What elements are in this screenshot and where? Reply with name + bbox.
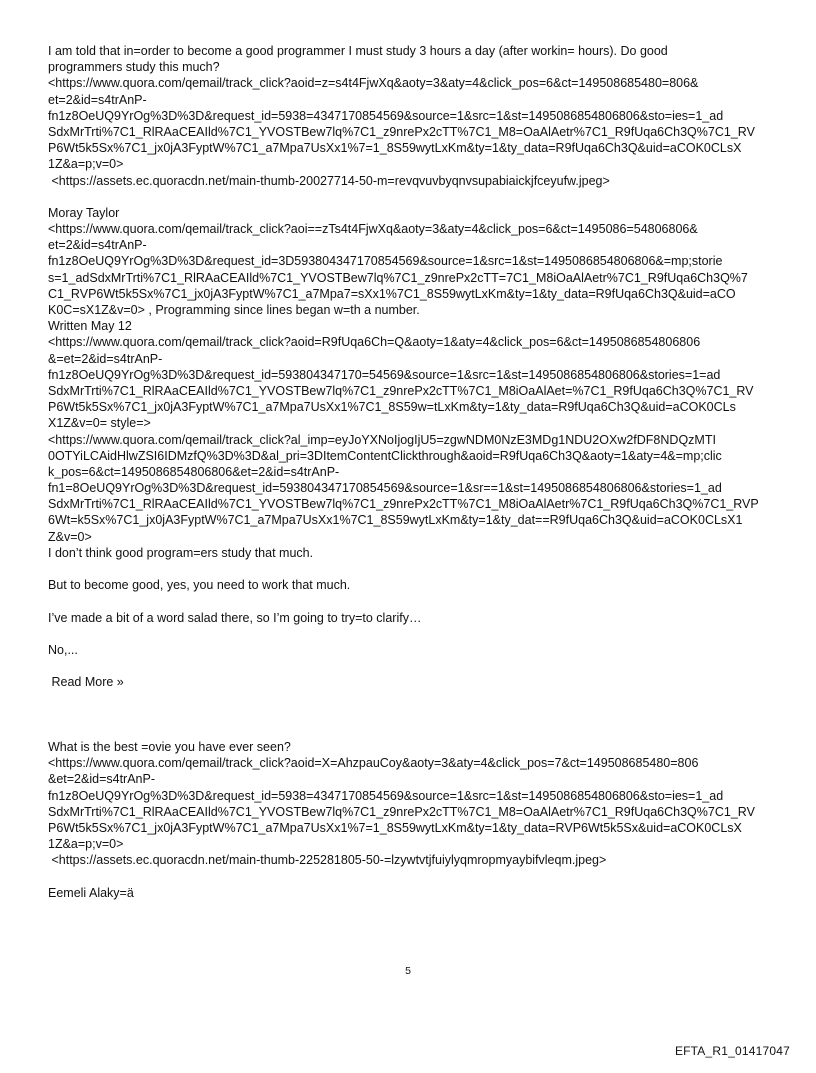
author-name: Eemeli Alaky=ä	[48, 885, 134, 900]
spacer	[48, 593, 778, 609]
tracking-link: P6Wt5k5Sx%7C1_jx0jA3FyptW%7C1_a7Mpa7UsXx1%7=1_8S59wytLxKm&ty=1&ty_data=RVP6Wt5k5Sx&uid=aCOK0CLsX	[48, 821, 742, 835]
answer-text: No,...	[48, 642, 78, 657]
tracking-link: k_pos=6&ct=1495086854806806&et=2&id=s4trAnP-	[48, 464, 340, 479]
tracking-link: s=1_adSdxMrTrti%7C1_RlRAaCEAIld%7C1_YVOSTBew7lq%7C1_z9nrePx2cTT=7C1_M8iOaAlAetr%7C1_R9fUqa6Ch3Q%7	[48, 270, 748, 285]
tracking-link: 0OTYiLCAidHlwZSI6IDMzfQ%3D%3D&al_pri=3DItemContentClickthrough&aoid=R9fUqa6Ch3Q&aoty=1&aty=4&=mp;clic	[48, 448, 722, 463]
tracking-link: SdxMrTrti%7C1_RlRAaCEAIld%7C1_YVOSTBew7lq%7C1_z9nrePx2cTT%7C1_M8=OaAlAetr%7C1_R9fUqa6Ch3Q%7C1_RV	[48, 804, 755, 819]
spacer	[48, 189, 778, 205]
tracking-link: <https://www.quora.com/qemail/track_click?aoid=R9fUqa6Ch=Q&aoty=1&aty=4&click_pos=6&ct=1495086854806806	[48, 335, 701, 350]
tracking-link: <https://www.quora.com/qemail/track_click?aoi==zTs4t4FjwXq&aoty=3&aty=4&click_pos=6&ct=1495086=54806806&	[48, 222, 698, 237]
question-block-2	[48, 739, 778, 869]
tracking-link: SdxMrTrti%7C1_RlRAaCEAIld%7C1_YVOSTBew7lq%7C1_z9nrePx2cTT%7C1_M8=OaAlAetr%7C1_R9fUqa6Ch3Q%7C1_RV	[48, 124, 755, 139]
question-text: programmers study this much?	[48, 60, 220, 75]
tracking-link: 6Wt=k5Sx%7C1_jx0jA3FyptW%7C1_a7Mpa7UsXx1%7C1_8S59wytLxKm&ty=1&ty_dat==R9fUqa6Ch3Q&uid=aCOK0CLsX1	[48, 513, 743, 528]
tracking-link: P6Wt5k5Sx%7C1_jx0jA3FyptW%7C1_a7Mpa7UsXx1%7C1_8S59w=tLxKm&ty=1&ty_data=R9fUqa6Ch3Q&uid=aCOK0CLs	[48, 400, 736, 415]
tracking-link: fn1z8OeUQ9YrOg%3D%3D&request_id=3D593804347170854569&source=1&src=1&st=1495086854806806&=mp;storie	[48, 254, 723, 269]
tracking-link: &et=2&id=s4trAnP-	[48, 772, 156, 787]
question-text: I am told that in=order to become a good programmer I must study 3 hours a day (after workin= hours). Do good	[48, 44, 668, 58]
read-more-link[interactable]: Read More »	[48, 675, 124, 690]
spacer	[48, 561, 778, 577]
document-id: EFTA_R1_01417047	[674, 1044, 790, 1058]
author-name: Moray Taylor	[48, 205, 120, 220]
tracking-link: 1Z&a=p;v=0>	[48, 837, 124, 852]
answer-block	[48, 205, 778, 561]
question-text: What is the best =ovie you have ever seen?	[48, 740, 291, 755]
tracking-link: 1Z&a=p;v=0>	[48, 157, 124, 172]
tracking-link: fn1z8OeUQ9YrOg%3D%3D&request_id=5938=4347170854569&source=1&src=1&st=1495086854806806&sto=ies=1_ad	[48, 108, 724, 123]
tracking-link: <https://www.quora.com/qemail/track_click?aoid=z=s4t4FjwXq&aoty=3&aty=4&click_pos=6&ct=149508685480=806&	[48, 76, 699, 91]
spacer	[48, 723, 778, 739]
answer-text: I don’t think good program=ers study that much.	[48, 545, 314, 560]
tracking-link: fn1=8OeUQ9YrOg%3D%3D&request_id=593804347170854569&source=1&sr==1&st=1495086854806806&stories=1_ad	[48, 481, 722, 496]
tracking-link: Z&v=0>	[48, 529, 92, 544]
tracking-link: C1_RVP6Wt5k5Sx%7C1_jx0jA3FyptW%7C1_a7Mpa7=sXx1%7C1_8S59wytLxKm&ty=1&ty_data=R9fUqa6Ch3Q&uid=aCO	[48, 286, 736, 301]
answer-text: But to become good, yes, you need to work that much.	[48, 578, 351, 593]
tracking-link: X1Z&v=0= style=>	[48, 416, 151, 431]
tracking-link: <https://www.quora.com/qemail/track_click?aoid=X=AhzpauCoy&aoty=3&aty=4&click_pos=7&ct=149508685480=806	[48, 756, 699, 771]
spacer	[48, 626, 778, 642]
tracking-link: et=2&id=s4trAnP-	[48, 92, 147, 107]
tracking-link: et=2&id=s4trAnP-	[48, 238, 147, 253]
answer-text: I’ve made a bit of a word salad there, so I’m going to try=to clarify…	[48, 610, 422, 625]
tracking-link: &=et=2&id=s4trAnP-	[48, 351, 163, 366]
tracking-link: SdxMrTrti%7C1_RlRAaCEAIld%7C1_YVOSTBew7lq%7C1_z9nrePx2cTT%7C1_M8iOaAlAet=%7C1_R9fUqa6Ch3Q%7C1_RV	[48, 383, 754, 398]
tracking-link: <https://www.quora.com/qemail/track_click?al_imp=eyJoYXNoIjogIjU5=zgwNDM0NzE3MDg1NDU2OXw2fDF8NDQzMTI	[48, 432, 716, 447]
tracking-link: P6Wt5k5Sx%7C1_jx0jA3FyptW%7C1_a7Mpa7UsXx1%7=1_8S59wytLxKm&ty=1&ty_data=R9fUqa6Ch3Q&uid=aCOK0CLsX	[48, 141, 742, 156]
document-body	[48, 43, 778, 901]
spacer	[48, 707, 778, 723]
page-number: 5	[405, 965, 411, 977]
tracking-link: SdxMrTrti%7C1_RlRAaCEAIld%7C1_YVOSTBew7lq%7C1_z9nrePx2cTT%7C1_M8iOaAlAetr%7C1_R9fUqa6Ch3Q%7C1_RVP	[48, 497, 759, 512]
question-block-1	[48, 43, 778, 189]
spacer	[48, 658, 778, 674]
thumbnail-link: <https://assets.ec.quoracdn.net/main-thumb-225281805-50-=lzywtvtjfuiylyqmropmyaybifvleqm.jpeg>	[48, 853, 607, 868]
author-credential: K0C=sX1Z&v=0> , Programming since lines began w=th a number.	[48, 303, 420, 317]
spacer	[48, 869, 778, 885]
written-date: Written May 12	[48, 319, 132, 334]
tracking-link: fn1z8OeUQ9YrOg%3D%3D&request_id=5938=4347170854569&source=1&src=1&st=1495086854806806&sto=ies=1_ad	[48, 788, 724, 803]
spacer	[48, 691, 778, 707]
tracking-link: fn1z8OeUQ9YrOg%3D%3D&request_id=593804347170=54569&source=1&src=1&st=1495086854806806&stories=1=ad	[48, 367, 721, 382]
thumbnail-link: <https://assets.ec.quoracdn.net/main-thumb-20027714-50-m=revqvuvbyqnvsupabiaickjfceyufw.jpeg>	[48, 173, 610, 188]
